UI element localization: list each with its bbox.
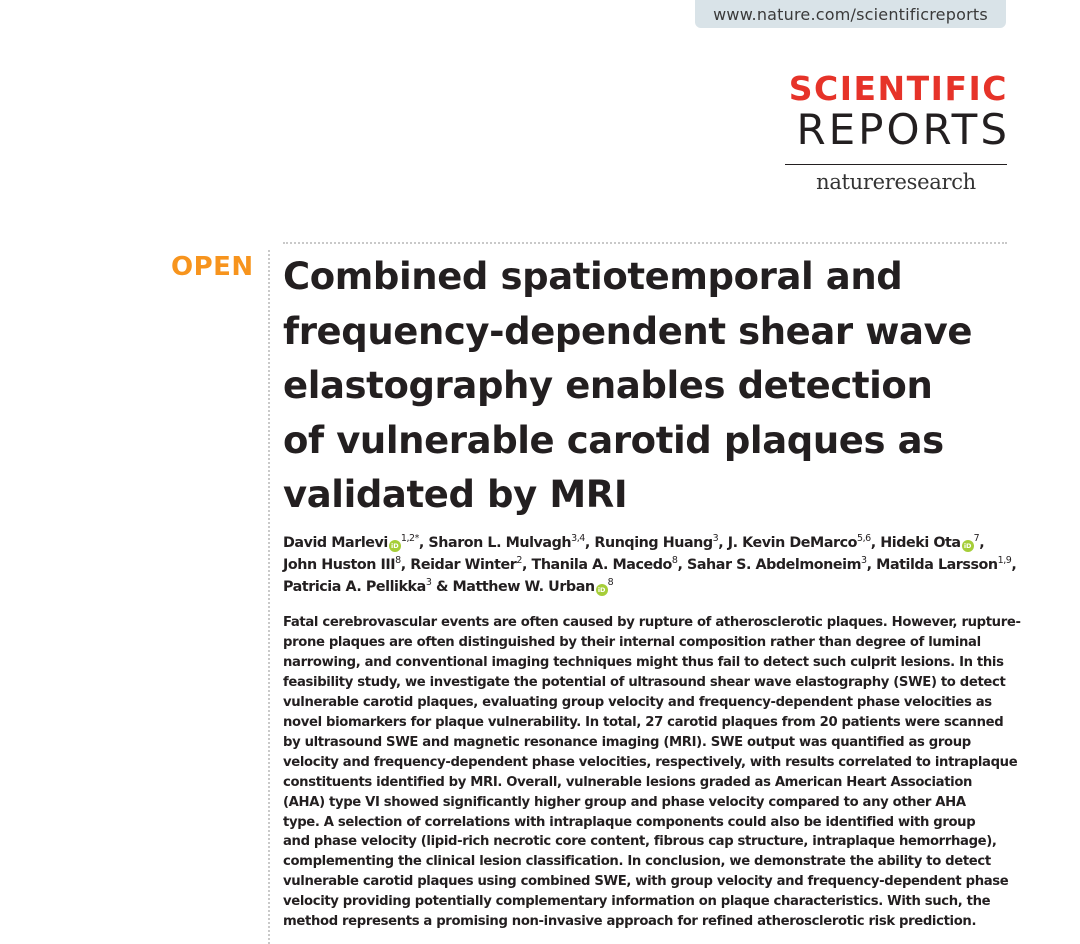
author-separator: , — [418, 535, 429, 551]
author-name[interactable]: Matilda Larsson — [876, 557, 998, 573]
author-name[interactable]: J. Kevin DeMarco — [727, 535, 858, 551]
author-list — [283, 532, 1017, 598]
abstract-line: velocity and frequency-dependent phase velocities, respectively, with results correlated to intraplaque — [283, 754, 1018, 770]
journal-logo — [780, 70, 1008, 152]
title-line: of vulnerable carotid plaques as — [283, 418, 944, 462]
orcid-icon[interactable]: iD — [596, 584, 608, 596]
abstract-line: Fatal cerebrovascular events are often caused by rupture of atherosclerotic plaques. However, rupture- — [283, 615, 1021, 630]
author-line — [283, 554, 1017, 576]
author-name[interactable]: Sharon L. Mulvagh — [428, 535, 572, 551]
author-separator: , — [866, 557, 877, 573]
title-line: Combined spatiotemporal and — [283, 255, 903, 298]
journal-url-link[interactable]: www.nature.com/scientificreports — [695, 0, 1006, 28]
article-title — [283, 250, 1013, 523]
author-name[interactable]: Matthew W. Urban — [452, 579, 595, 595]
abstract-line: (AHA) type VI showed significantly higher group and phase velocity compared to any other AHA — [283, 794, 966, 810]
abstract-line: and phase velocity (lipid-rich necrotic core content, fibrous cap structure, intraplaque hemorrhage), — [283, 834, 997, 850]
affiliation-superscript: 3 — [712, 533, 719, 544]
orcid-icon[interactable]: iD — [389, 540, 401, 552]
abstract-line: complementing the clinical lesion classification. In conclusion, we demonstrate the ability to detect — [283, 854, 991, 870]
logo-reports: REPORTS — [796, 105, 1010, 154]
author-separator: , — [522, 557, 532, 573]
affiliation-superscript: 8 — [671, 555, 678, 566]
author-name[interactable]: David Marlevi — [283, 535, 388, 551]
author-line — [283, 532, 1013, 554]
title-line: elastography enables detection — [283, 364, 933, 407]
author-name[interactable]: Reidar Winter — [410, 557, 517, 573]
author-name[interactable]: Patricia A. Pellikka — [283, 579, 426, 595]
author-line — [283, 576, 1013, 598]
author-name[interactable]: John Huston III — [283, 557, 396, 573]
affiliation-superscript: 1,2* — [400, 533, 419, 544]
abstract-line: type. A selection of correlations with intraplaque components could also be identified with group — [283, 814, 976, 830]
open-access-label: OPEN — [171, 252, 254, 282]
abstract-line: velocity providing potentially complementary information on plaque characteristics. With such, the — [283, 894, 991, 910]
affiliation-superscript: 3,4 — [571, 533, 585, 544]
affiliation-superscript: 3 — [861, 555, 867, 566]
abstract-line: vulnerable carotid plaques, evaluating group velocity and frequency-dependent phase velocities as — [283, 694, 992, 710]
logo-scientific: SCIENTIFIC — [788, 69, 1008, 108]
abstract-line: vulnerable carotid plaques using combined SWE, with group velocity and frequency-dependent phase — [283, 874, 1009, 890]
author-separator: , — [979, 535, 985, 551]
affiliation-superscript: 2 — [516, 555, 522, 566]
abstract-line: prone plaques are often distinguished by their internal composition rather than degree of luminal — [283, 634, 981, 650]
affiliation-superscript: 1,9 — [997, 555, 1012, 566]
margin-dotted-divider — [268, 250, 270, 944]
author-separator: , — [718, 535, 728, 551]
abstract-line: narrowing, and conventional imaging techniques might thus fail to detect such culprit lesions. In this — [283, 654, 1004, 670]
title-line: frequency-dependent shear wave — [283, 309, 973, 353]
abstract-line: method represents a promising non-invasive approach for refined atherosclerotic risk prediction. — [283, 914, 977, 930]
author-name[interactable]: Sahar S. Abdelmoneim — [687, 557, 862, 573]
affiliation-superscript: 3 — [425, 577, 432, 588]
abstract-line: constituents identified by MRI. Overall, vulnerable lesions graded as American Heart Association — [283, 774, 973, 790]
abstract-line: feasibility study, we investigate the potential of ultrasound shear wave elastography (SWE) to detect — [283, 674, 1006, 690]
author-separator: & — [431, 579, 453, 595]
affiliation-superscript: 8 — [395, 555, 401, 566]
author-separator: , — [870, 535, 881, 551]
orcid-icon[interactable]: iD — [962, 540, 974, 552]
author-separator: , — [677, 557, 688, 573]
abstract — [283, 613, 1021, 932]
abstract-line: by ultrasound SWE and magnetic resonance imaging (MRI). SWE output was quantified as group — [283, 734, 971, 750]
abstract-line: novel biomarkers for plaque vulnerability. In total, 27 carotid plaques from 20 patients were scanned — [283, 714, 1004, 730]
author-name[interactable]: Runqing Huang — [594, 535, 713, 551]
author-name[interactable]: Thanila A. Macedo — [531, 557, 672, 573]
author-name[interactable]: Hideki Ota — [880, 535, 961, 551]
author-separator: , — [584, 535, 595, 551]
affiliation-superscript: 5,6 — [857, 533, 871, 544]
header-dotted-divider — [283, 242, 1007, 244]
author-separator: , — [1011, 557, 1017, 573]
author-separator: , — [400, 557, 411, 573]
affiliation-superscript: 8 — [607, 577, 614, 588]
title-line: validated by MRI — [283, 473, 628, 516]
logo-divider — [785, 164, 1007, 165]
affiliation-superscript: 7 — [973, 533, 980, 544]
publisher-name: natureresearch — [816, 170, 976, 194]
